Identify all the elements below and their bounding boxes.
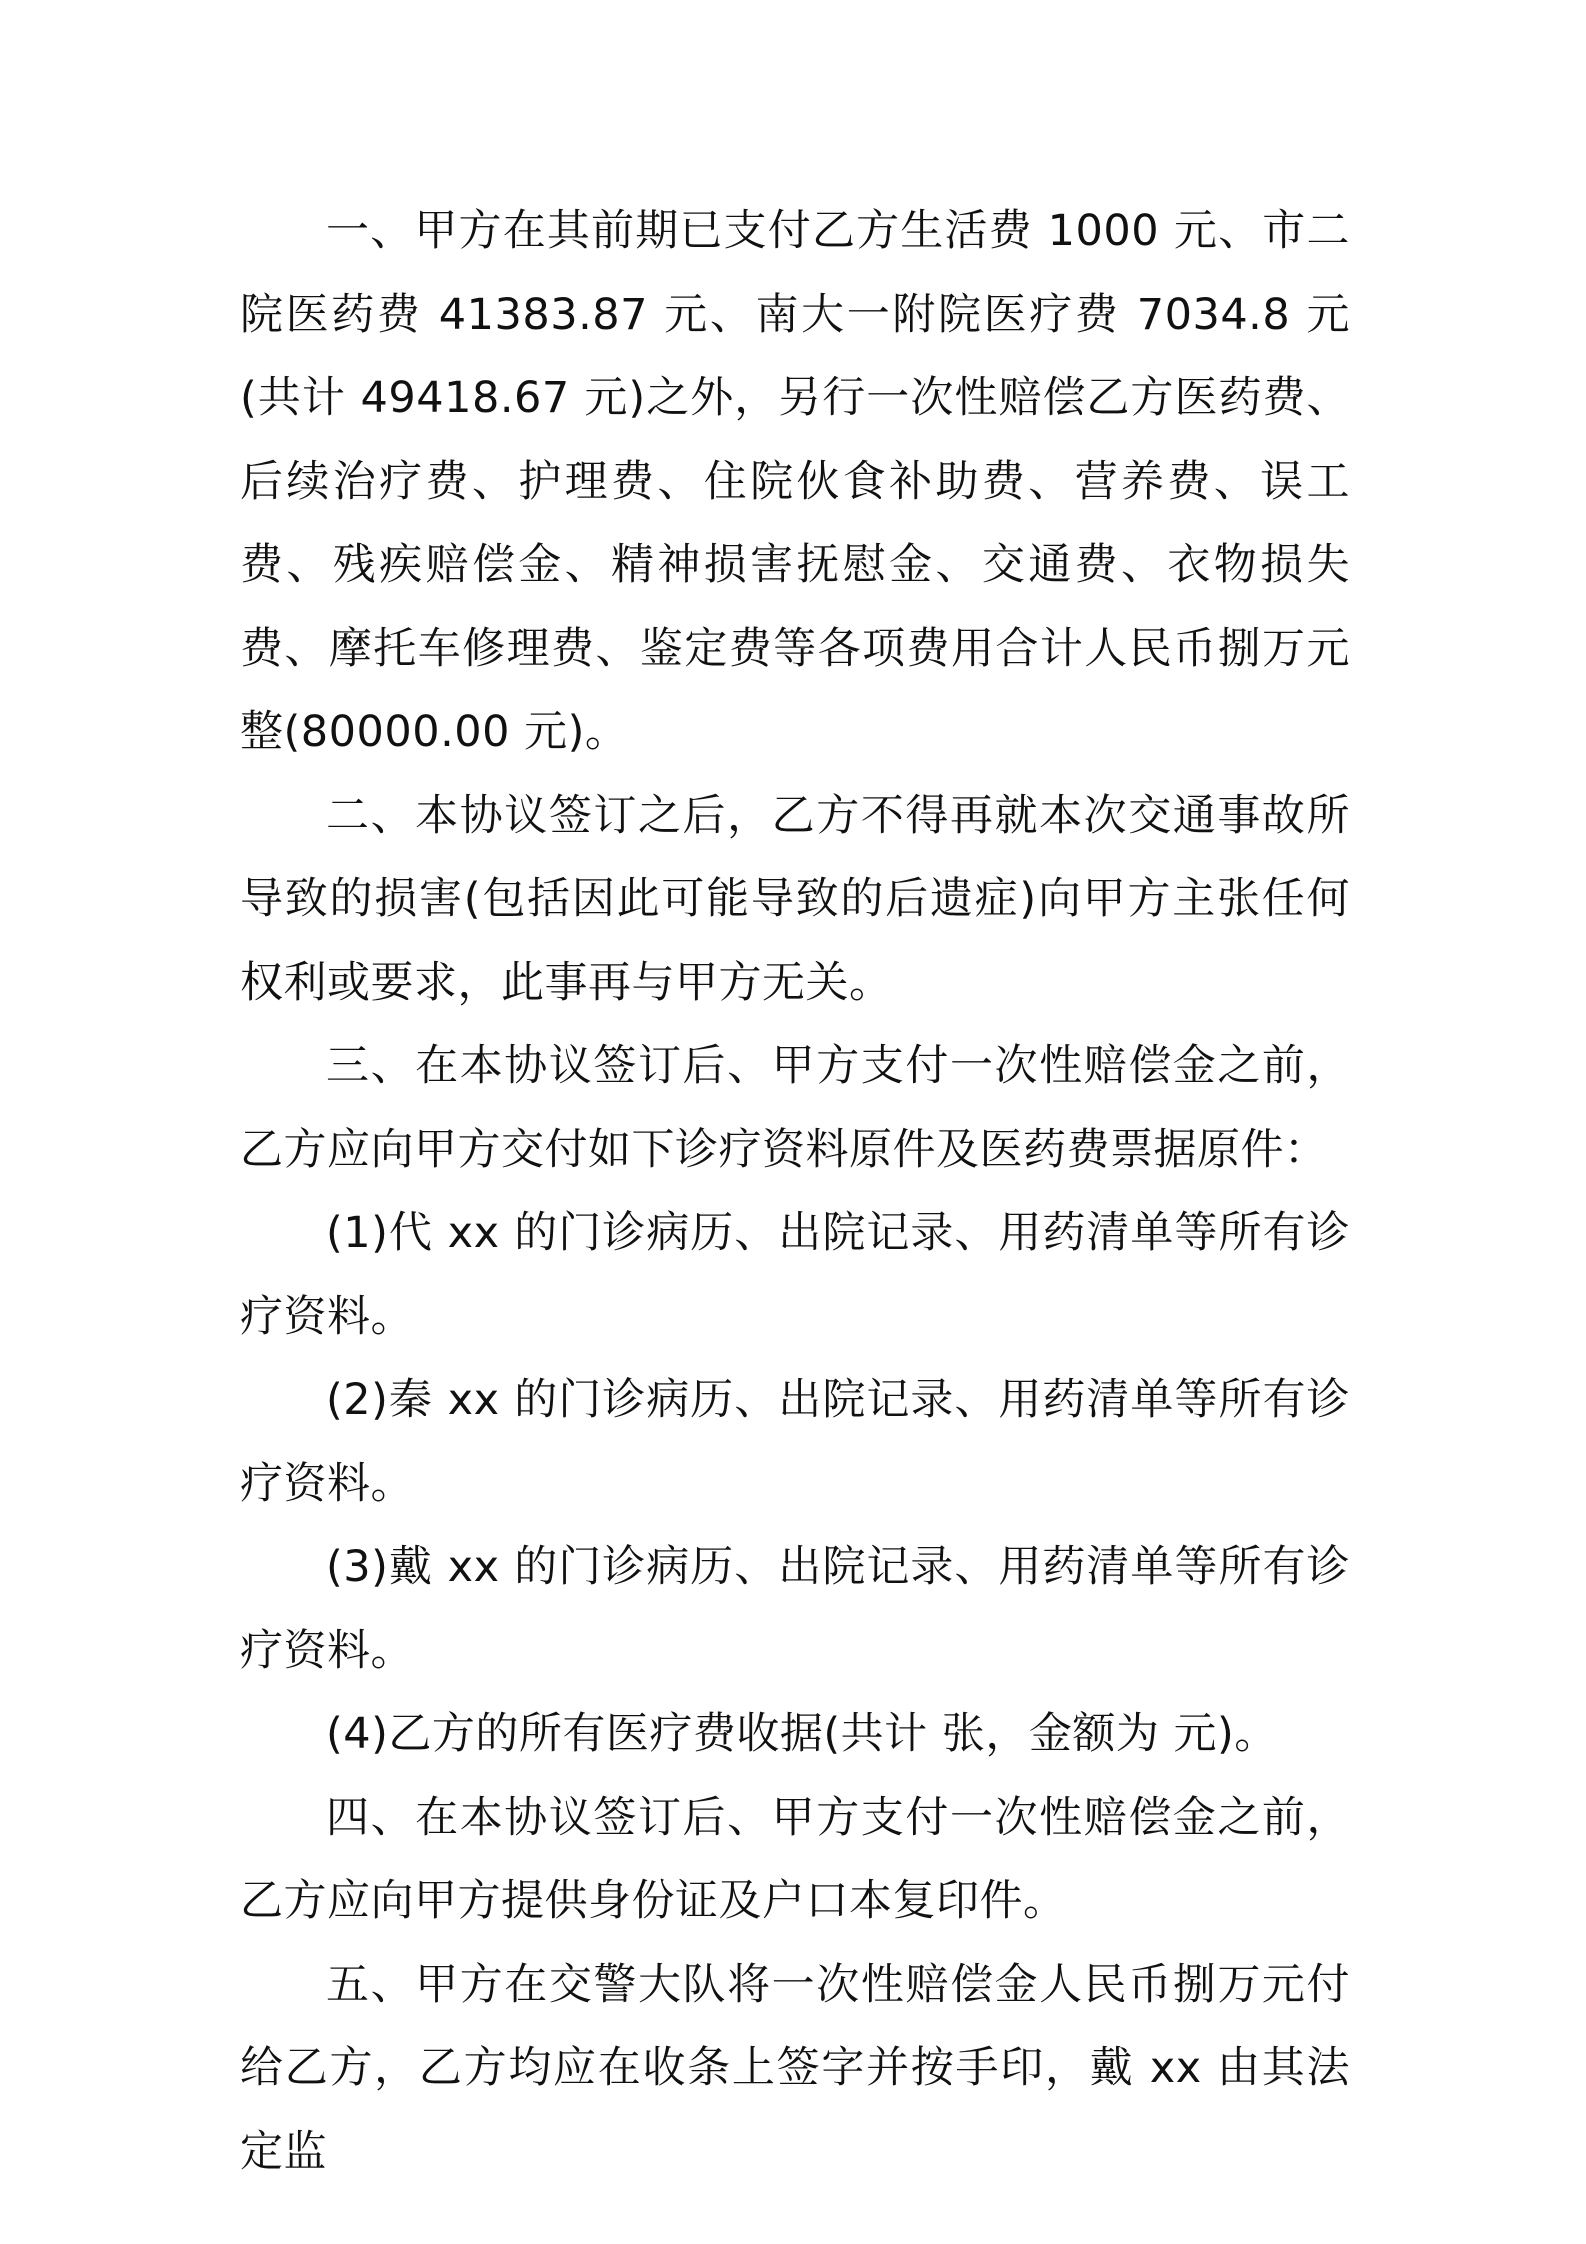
list-item-1: (1)代 xx 的门诊病历、出院记录、用药清单等所有诊疗资料。 — [240, 1208, 1350, 1342]
document-body — [240, 190, 1350, 2194]
paragraph-5: 五、甲方在交警大队将一次性赔偿金人民币捌万元付给乙方，乙方均应在收条上签字并按手印，戴 xx 由其法定监 — [240, 1959, 1350, 2177]
paragraph-4: 四、在本协议签订后、甲方支付一次性赔偿金之前，乙方应向甲方提供身份证及户口本复印件。 — [240, 1792, 1350, 1926]
paragraph-1: 一、甲方在其前期已支付乙方生活费 1000 元、市二院医药费 41383.87 元、南大一附院医疗费 7034.8 元(共计 49418.67 元)之外，另行一次性赔偿乙方医药费、后续治疗费、护理费、住院伙食补助费、营养费、误工费、残疾赔偿金、精神损害抚慰金、交通费、衣物损失费、摩托车修理费、鉴定费等各项费用合计人民币捌万元整(80000.00 元)。 — [240, 206, 1350, 757]
list-item-2: (2)秦 xx 的门诊病历、出院记录、用药清单等所有诊疗资料。 — [240, 1375, 1350, 1509]
paragraph-3: 三、在本协议签订后、甲方支付一次性赔偿金之前，乙方应向甲方交付如下诊疗资料原件及医药费票据原件： — [240, 1041, 1350, 1175]
list-item-3: (3)戴 xx 的门诊病历、出院记录、用药清单等所有诊疗资料。 — [240, 1542, 1350, 1676]
list-item-4: (4)乙方的所有医疗费收据(共计 张，金额为 元)。 — [326, 1709, 1278, 1759]
paragraph-2: 二、本协议签订之后，乙方不得再就本次交通事故所导致的损害(包括因此可能导致的后遗症)向甲方主张任何权利或要求，此事再与甲方无关。 — [240, 790, 1350, 1008]
